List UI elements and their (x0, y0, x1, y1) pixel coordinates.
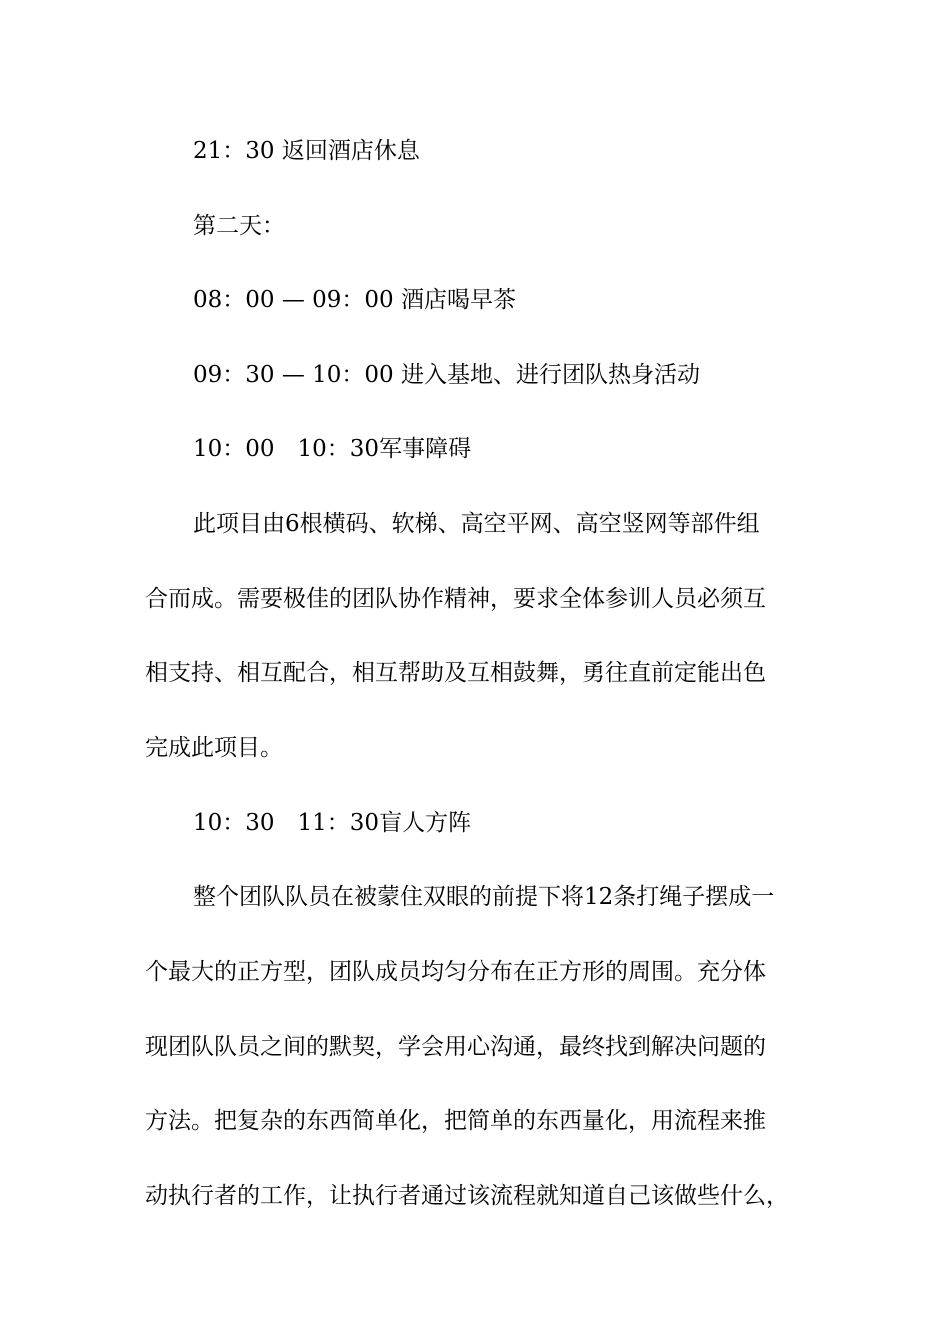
paragraph-line: 此项目由6根横码、软梯、高空平网、高空竖网等部件组 (193, 511, 760, 537)
schedule-line-blind-square: 10：30 11：30盲人方阵 (193, 810, 472, 836)
day-two-heading: 第二天： (193, 213, 285, 239)
paragraph-line: 整个团队队员在被蒙住双眼的前提下将12条打绳子摆成一 (193, 884, 775, 910)
schedule-line-military-obstacle: 10：00 10：30军事障碍 (193, 436, 472, 462)
paragraph-line: 方法。把复杂的东西简单化，把简单的东西量化，用流程来推 (145, 1108, 766, 1134)
paragraph-line: 合而成。需要极佳的团队协作精神，要求全体参训人员必须互 (145, 586, 766, 612)
paragraph-line: 完成此项目。 (145, 735, 283, 761)
paragraph-line: 相支持、相互配合，相互帮助及互相鼓舞，勇往直前定能出色 (145, 660, 766, 686)
paragraph-line: 个最大的正方型，团队成员均匀分布在正方形的周围。充分体 (145, 959, 766, 985)
paragraph-line: 现团队队员之间的默契，学会用心沟通，最终找到解决问题的 (145, 1034, 766, 1060)
schedule-line-breakfast: 08：00 — 09：00 酒店喝早茶 (193, 287, 516, 313)
paragraph-line: 动执行者的工作，让执行者通过该流程就知道自己该做些什么， (145, 1183, 789, 1209)
schedule-line-return-hotel: 21：30 返回酒店休息 (193, 138, 420, 164)
schedule-line-warmup: 09：30 — 10：00 进入基地、进行团队热身活动 (193, 362, 700, 388)
